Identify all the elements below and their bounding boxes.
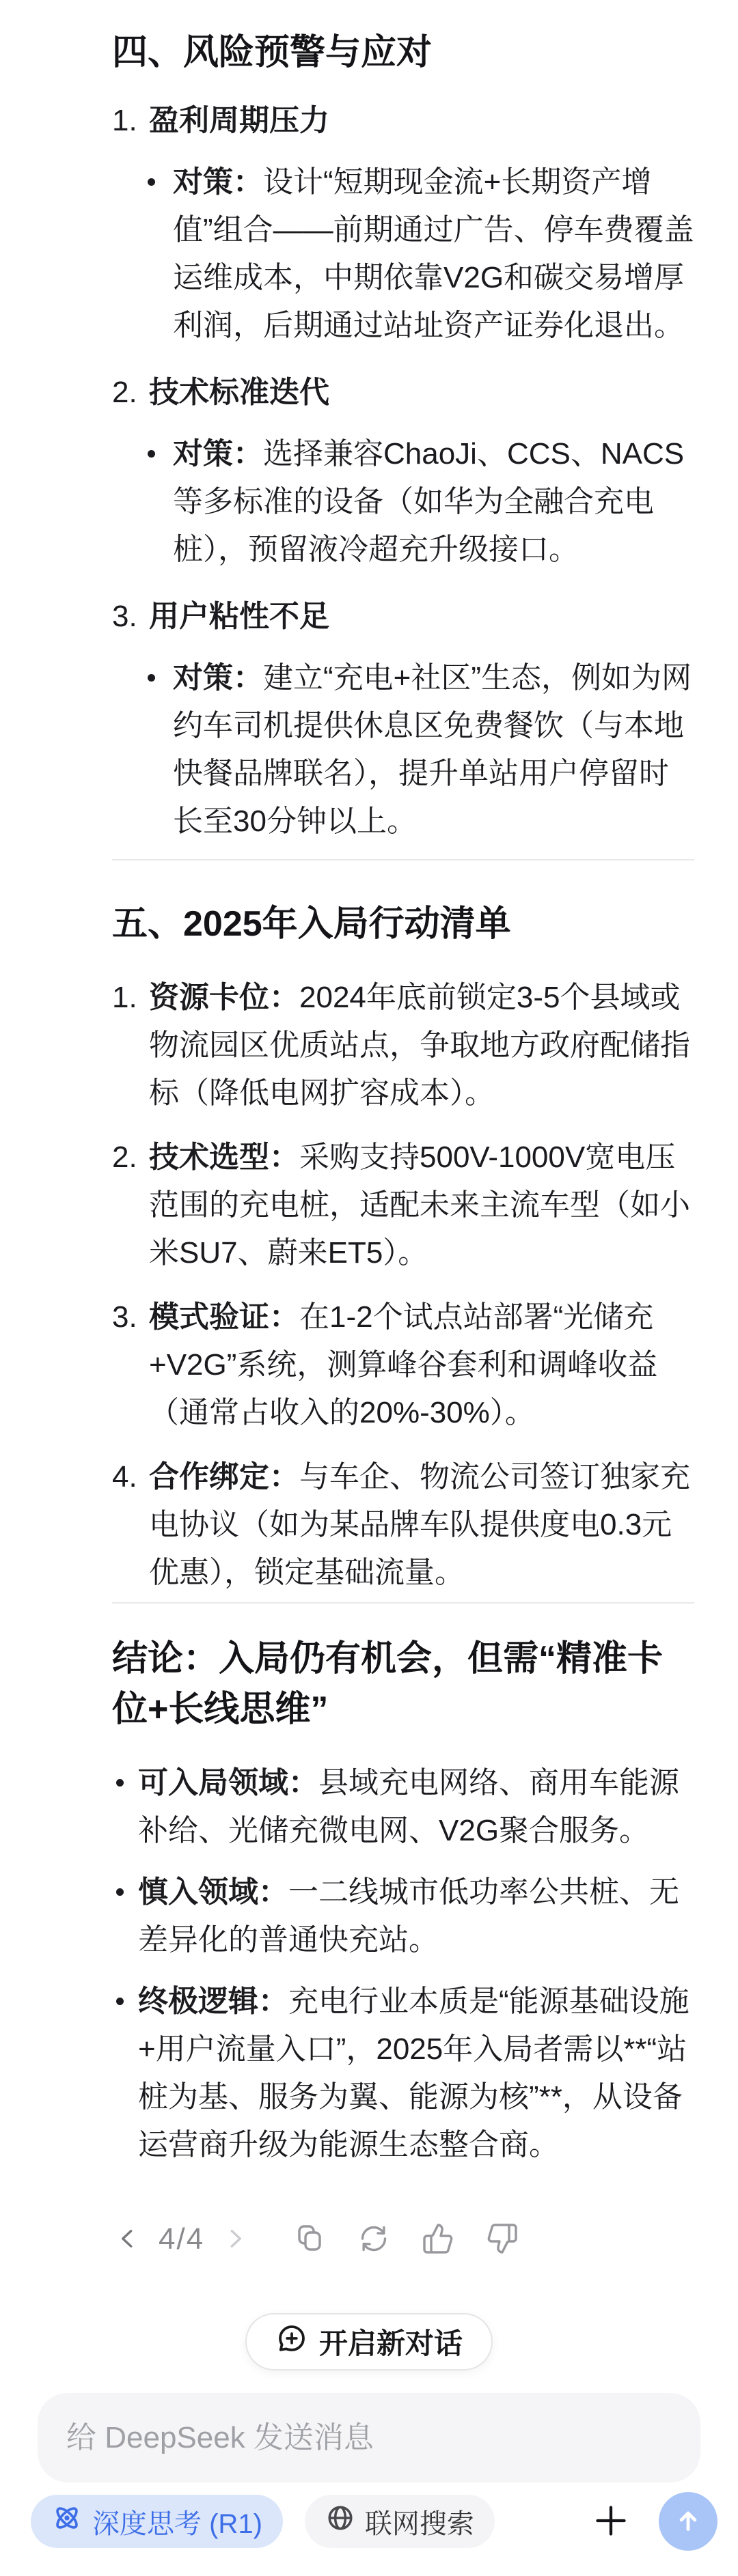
list-item-label: 资源卡位：: [149, 981, 299, 1014]
section-divider: [112, 859, 694, 860]
bullet-text: 一二线城市低功率公共桩、无差异化的普通快充站。: [138, 1875, 679, 1957]
web-search-label: 联网搜索: [364, 2508, 474, 2539]
list-item-title: 用户粘性不足: [149, 600, 329, 633]
list-item: [112, 97, 694, 145]
globe-icon: [325, 2503, 355, 2540]
bullet-item: [112, 158, 694, 350]
list-item: [112, 1134, 694, 1277]
list-item-title: 盈利周期压力: [149, 104, 329, 137]
list-number: 3.: [112, 600, 137, 633]
refresh-icon: [357, 2222, 390, 2257]
list-number: 1.: [112, 981, 137, 1014]
bullet-item: [112, 1978, 694, 2169]
chat-bubble-plus-icon: [275, 2322, 308, 2362]
arrow-up-icon: [671, 2504, 705, 2540]
copy-button[interactable]: [293, 2223, 326, 2256]
message-input[interactable]: [38, 2393, 700, 2482]
list-item: [112, 974, 694, 1117]
list-number: 2.: [112, 1140, 137, 1174]
bullet-item: [112, 1868, 694, 1964]
pagination: [112, 2222, 251, 2256]
section-heading-risk: 四、风险预警与应对: [112, 33, 433, 72]
list-number: 4.: [112, 1460, 137, 1494]
bullet-label: 可入局领域：: [138, 1766, 318, 1800]
countermeasure-label: 对策：: [173, 165, 263, 199]
atom-icon: [51, 2502, 83, 2540]
copy-icon: [293, 2222, 326, 2257]
list-item-text: 采购支持500V-1000V宽电压范围的充电桩，适配未来主流车型（如小米SU7、蔚来ET5）。: [149, 1140, 690, 1270]
list-item: [112, 369, 694, 417]
list-number: 2.: [112, 376, 137, 409]
bullet-label: 慎入领域：: [138, 1875, 288, 1909]
bullet-text: 充电行业本质是“能源基础设施+用户流量入口”，2025年入局者需以**“站桩为基、服务为翼、能源为核”**，从设备运营商升级为能源生态整合商。: [138, 1985, 689, 2161]
countermeasure-label: 对策：: [173, 661, 263, 695]
bullet-text: 选择兼容ChaoJi、CCS、NACS等多标准的设备（如华为全融合充电桩），预留液冷超充升级接口。: [173, 437, 685, 566]
bullet-text: 县域充电网络、商用车能源补给、光储充微电网、V2G聚合服务。: [138, 1766, 679, 1847]
message-action-icons: [293, 2223, 519, 2256]
send-button[interactable]: [659, 2492, 718, 2551]
list-item-text: 2024年底前锁定3-5个县域或物流园区优质站点，争取地方政府配储指标（降低电网扩容成本）。: [149, 981, 690, 1110]
chevron-right-icon: [222, 2226, 247, 2253]
list-number: 1.: [112, 104, 137, 137]
list-item-label: 技术选型：: [149, 1140, 299, 1174]
regenerate-button[interactable]: [357, 2223, 390, 2256]
list-item-label: 合作绑定：: [149, 1460, 299, 1494]
new-chat-label: 开启新对话: [318, 2327, 463, 2360]
thumbs-up-icon: [422, 2222, 454, 2257]
bullet-item: [112, 1759, 694, 1855]
bullet-text: 设计“短期现金流+长期资产增值”组合——前期通过广告、停车费覆盖运维成本，中期依靠V2G和碳交易增厚利润，后期通过站址资产证券化退出。: [173, 165, 694, 342]
countermeasure-label: 对策：: [173, 437, 263, 471]
list-item: [112, 1453, 694, 1597]
next-page-button[interactable]: [218, 2223, 251, 2256]
composer-toolbar: [31, 2495, 718, 2548]
composer: [38, 2393, 700, 2482]
list-item: [112, 593, 694, 641]
dislike-button[interactable]: [486, 2223, 519, 2256]
list-item-text: 在1-2个试点站部署“光储充+V2G”系统，测算峰谷套利和调峰收益（通常占收入的20%-30%）。: [149, 1300, 658, 1429]
deepthink-label: 深度思考 (R1): [92, 2508, 262, 2539]
prev-page-button[interactable]: [112, 2223, 145, 2256]
list-item-text: 与车企、物流公司签订独家充电协议（如为某品牌车队提供度电0.3元优惠），锁定基础流量。: [149, 1460, 690, 1589]
add-button[interactable]: [593, 2504, 629, 2539]
chevron-left-icon: [116, 2226, 141, 2253]
bullet-text: 建立“充电+社区”生态，例如为网约车司机提供休息区免费餐饮（与本地快餐品牌联名），提升单站用户停留时长至30分钟以上。: [173, 661, 692, 838]
like-button[interactable]: [422, 2223, 454, 2256]
bullet-label: 终极逻辑：: [138, 1985, 288, 2018]
bullet-item: [112, 430, 694, 574]
bullet-item: [112, 654, 694, 845]
message-actions-row: [112, 2220, 694, 2259]
section-divider: [112, 1602, 694, 1604]
list-item: [112, 1293, 694, 1437]
deepthink-toggle[interactable]: [31, 2495, 283, 2548]
section-heading-action: 五、2025年入局行动清单: [112, 904, 511, 944]
page-indicator: 4/4: [159, 2222, 205, 2256]
conclusion-heading: 结论：入局仍有机会，但需“精准卡位+长线思维”: [112, 1639, 664, 1729]
list-number: 3.: [112, 1300, 137, 1334]
new-chat-button[interactable]: [245, 2313, 493, 2370]
list-item-label: 模式验证：: [149, 1300, 299, 1334]
web-search-toggle[interactable]: [305, 2495, 495, 2548]
plus-icon: [593, 2503, 629, 2540]
thumbs-down-icon: [486, 2222, 519, 2257]
list-item-title: 技术标准迭代: [149, 376, 329, 409]
